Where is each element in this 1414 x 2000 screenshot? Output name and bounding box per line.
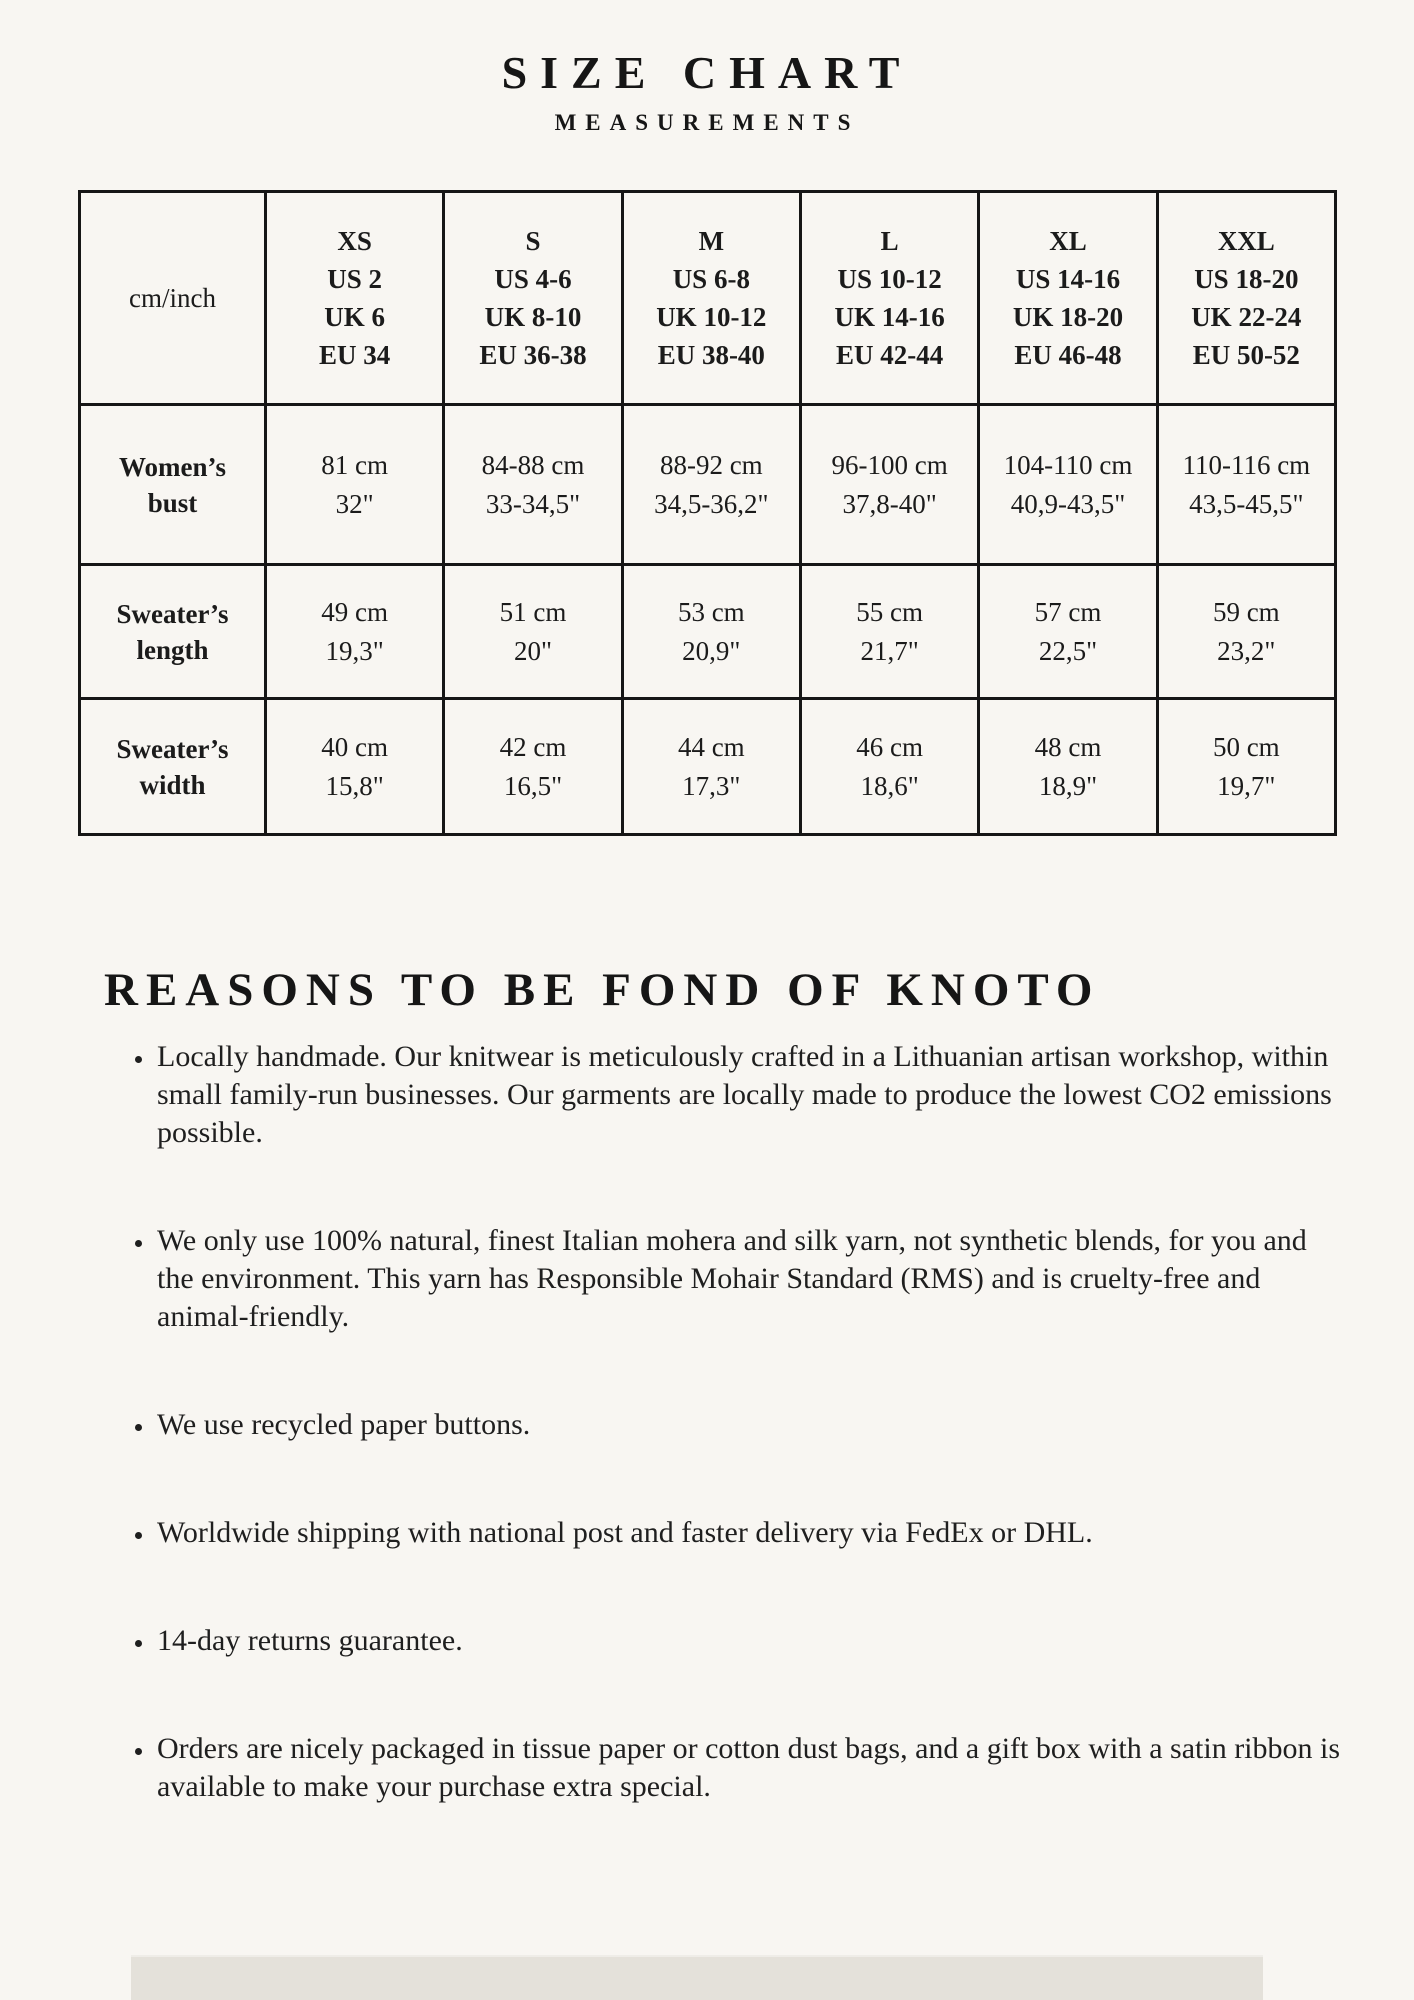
cm-value: 48 cm [1034,731,1102,762]
size-eu: EU 34 [319,340,391,370]
size-name: S [525,226,541,256]
size-uk: UK 22-24 [1191,302,1302,332]
size-name: M [698,226,725,256]
size-uk: UK 14-16 [834,302,945,332]
measurement-cell [800,565,978,699]
page-title: SIZE CHART [501,47,913,98]
measurement-cell [444,565,622,699]
list-item: • We use recycled paper buttons. [155,1406,1350,1444]
size-us: US 4-6 [494,264,572,294]
cm-value: 55 cm [856,596,924,627]
size-name: XL [1049,226,1087,256]
size-name: XS [337,226,372,256]
size-us: US 6-8 [672,264,750,294]
size-table [78,190,1337,836]
list-item: • 14-day returns guarantee. [155,1622,1350,1660]
size-us: US 14-16 [1015,264,1121,294]
measurement-cell [444,405,622,565]
measurement-cell [1157,405,1335,565]
size-eu: EU 50-52 [1192,340,1300,370]
column-header-xs [266,192,444,405]
size-table-container [78,190,1337,836]
inch-value: 20" [513,635,552,666]
inch-value: 32" [335,488,374,519]
cm-value: 81 cm [321,449,389,480]
reasons-list [107,1038,1350,1876]
size-eu: EU 42-44 [836,340,944,370]
list-item: • Orders are nicely packaged in tissue paper or cotton dust bags, and a gift box with a satin ribbon is available to make your purchase extra special. [155,1730,1350,1806]
measurement-cell [622,405,800,565]
inch-value: 17,3" [682,770,741,801]
column-header-m [622,192,800,405]
size-name: L [880,226,899,256]
row-label-womens-bust: Women’s bust [80,405,266,565]
cm-value: 51 cm [499,596,567,627]
inch-value: 40,9-43,5" [1010,488,1126,519]
cm-value: 84-88 cm [481,449,585,480]
inch-value: 18,6" [860,770,919,801]
column-header-l [800,192,978,405]
cm-value: 96-100 cm [831,449,948,480]
page-subtitle: MEASUREMENTS [554,110,860,135]
measurement-cell [800,699,978,835]
size-uk: UK 10-12 [656,302,767,332]
measurement-cell [444,699,622,835]
row-label-sweaters-width: Sweater’s width [80,699,266,835]
size-uk: UK 18-20 [1012,302,1124,332]
size-us: US 18-20 [1194,264,1299,294]
cm-value: 88-92 cm [659,449,763,480]
list-item: • We only use 100% natural, finest Italian mohera and silk yarn, not synthetic blends, for you and the environment. This yarn has Responsible Mohair Standard (RMS) and is cruelty-free and animal-friendly. [155,1222,1350,1336]
cm-value: 40 cm [321,731,389,762]
inch-value: 19,3" [325,635,384,666]
measurement-cell [266,699,444,835]
inch-value: 16,5" [503,770,563,801]
footer-strip [131,1955,1263,2000]
measurement-cell [979,405,1157,565]
inch-value: 37,8-40" [842,488,937,519]
measurement-cell [800,405,978,565]
measurement-cell [1157,565,1335,699]
size-uk: UK 8-10 [484,302,582,332]
inch-value: 33-34,5" [485,488,581,519]
measurement-cell [622,565,800,699]
cm-value: 50 cm [1212,731,1280,762]
inch-value: 23,2" [1217,635,1276,666]
cm-value: 110-116 cm [1182,449,1311,480]
inch-value: 22,5" [1038,635,1098,666]
inch-value: 43,5-45,5" [1189,488,1304,519]
size-us: US 2 [327,264,383,294]
inch-value: 20,9" [682,635,741,666]
column-header-xxl [1157,192,1335,405]
cm-value: 44 cm [677,731,745,762]
measurement-cell [1157,699,1335,835]
size-eu: EU 38-40 [657,340,765,370]
size-uk: UK 6 [324,302,386,332]
unit-label-cell: cm/inch [80,192,266,405]
row-label-sweaters-length: Sweater’s length [80,565,266,699]
cm-value: 46 cm [856,731,924,762]
measurement-cell [622,699,800,835]
measurement-cell [979,565,1157,699]
list-item: • Worldwide shipping with national post and faster delivery via FedEx or DHL. [155,1514,1350,1552]
cm-value: 104-110 cm [1003,449,1133,480]
measurement-cell [266,565,444,699]
measurement-cell [979,699,1157,835]
column-header-xl [979,192,1157,405]
inch-value: 21,7" [860,635,919,666]
cm-value: 57 cm [1034,596,1102,627]
column-header-s [444,192,622,405]
measurement-cell [266,405,444,565]
size-eu: EU 46-48 [1014,340,1122,370]
cm-value: 42 cm [499,731,567,762]
size-eu: EU 36-38 [479,340,587,370]
reasons-heading: REASONS TO BE FOND OF KNOTO [104,964,1101,1016]
inch-value: 15,8" [325,770,384,801]
cm-value: 49 cm [321,596,389,627]
cm-value: 53 cm [677,596,745,627]
cm-value: 59 cm [1212,596,1280,627]
inch-value: 19,7" [1217,770,1276,801]
size-name: XXL [1217,226,1275,256]
inch-value: 18,9" [1038,770,1098,801]
list-item: • Locally handmade. Our knitwear is meticulously crafted in a Lithuanian artisan workshop, within small family-run businesses. Our garments are locally made to produce the lowest CO2 emissions possible. [155,1038,1350,1152]
size-us: US 10-12 [837,264,942,294]
inch-value: 34,5-36,2" [654,488,769,519]
